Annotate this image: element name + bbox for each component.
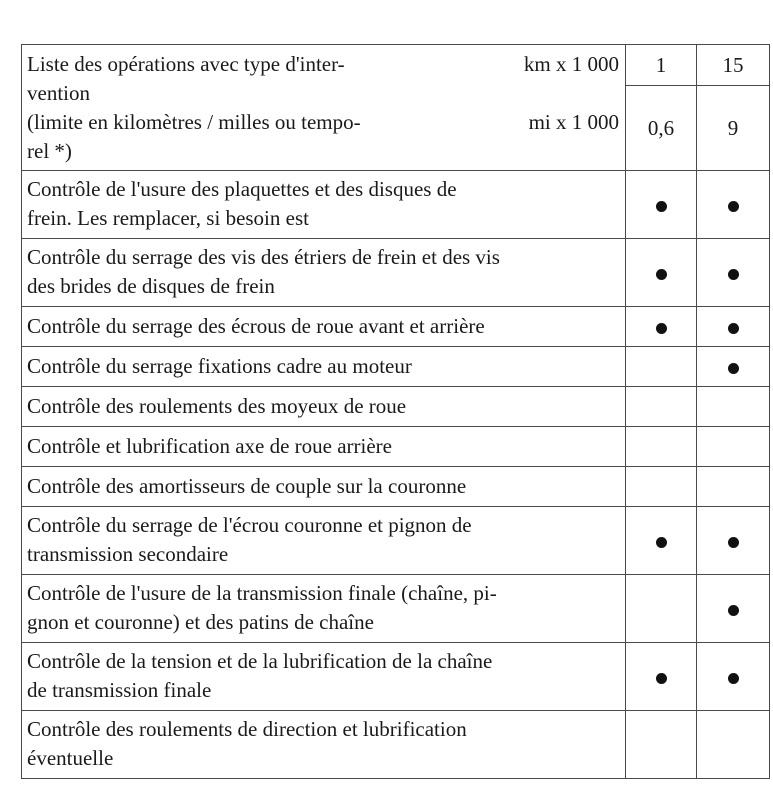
operation-description — [22, 467, 626, 507]
operation-line1: Contrôle des roulements des moyeux de roue — [27, 393, 407, 418]
table-row — [22, 307, 770, 347]
operation-line1: Contrôle du serrage fixations cadre au moteur — [27, 353, 412, 378]
mark-cell-15 — [697, 171, 770, 239]
operation-line1: Contrôle du serrage de l'écrou couronne et pignon de — [27, 513, 472, 537]
header-title-line4: rel *) — [27, 138, 72, 163]
table-row — [22, 507, 770, 575]
mark-cell-1 — [626, 347, 697, 387]
operation-line1: Contrôle et lubrification axe de roue arrière — [27, 433, 392, 458]
operation-description — [22, 507, 626, 575]
operation-description — [22, 347, 626, 387]
mark-cell-1 — [626, 711, 697, 779]
operation-line1: Contrôle des roulements de direction et lubrification — [27, 717, 467, 741]
mi-value-9: 9 — [697, 86, 770, 171]
bullet-dot-icon — [728, 673, 739, 684]
km-value-15: 15 — [697, 45, 770, 86]
table-row — [22, 575, 770, 643]
table-row — [22, 387, 770, 427]
mark-cell-1 — [626, 467, 697, 507]
operation-line1: Contrôle de la tension et de la lubrification de la chaîne — [27, 649, 493, 673]
unit-km-label: km x 1 000 — [523, 51, 619, 76]
table-row — [22, 643, 770, 711]
mark-cell-1 — [626, 387, 697, 427]
operation-description — [22, 427, 626, 467]
bullet-dot-icon — [728, 323, 739, 334]
bullet-dot-icon — [656, 201, 667, 212]
bullet-dot-icon — [656, 323, 667, 334]
bullet-dot-icon — [728, 605, 739, 616]
mark-cell-15 — [697, 239, 770, 307]
operation-description — [22, 307, 626, 347]
operation-description — [22, 239, 626, 307]
operation-line1: Contrôle de l'usure des plaquettes et des disques de — [27, 177, 457, 201]
unit-mi-label: mi x 1 000 — [528, 109, 619, 134]
header-title-line3: (limite en kilomètres / milles ou tempo- — [27, 109, 361, 134]
mark-cell-15 — [697, 575, 770, 643]
mark-cell-1 — [626, 507, 697, 575]
km-value-1: 1 — [626, 45, 697, 86]
operation-line1: Contrôle du serrage des écrous de roue avant et arrière — [27, 313, 485, 338]
operation-line2: frein. Les remplacer, si besoin est — [27, 206, 309, 230]
header-title-line1: Liste des opérations avec type d'inter- — [27, 51, 345, 76]
mark-cell-1 — [626, 575, 697, 643]
maintenance-table — [21, 44, 770, 779]
table-row — [22, 711, 770, 779]
operation-line2: des brides de disques de frein — [27, 274, 275, 298]
operation-description — [22, 171, 626, 239]
bullet-dot-icon — [656, 269, 667, 280]
table-row — [22, 239, 770, 307]
operation-line2: éventuelle — [27, 746, 114, 770]
table-row — [22, 427, 770, 467]
mark-cell-15 — [697, 643, 770, 711]
mark-cell-15 — [697, 427, 770, 467]
mark-cell-1 — [626, 239, 697, 307]
operation-line1: Contrôle du serrage des vis des étriers de frein et des vis — [27, 245, 500, 269]
mark-cell-15 — [697, 711, 770, 779]
bullet-dot-icon — [728, 537, 739, 548]
operation-line1: Contrôle des amortisseurs de couple sur la couronne — [27, 473, 467, 498]
operation-description — [22, 387, 626, 427]
mark-cell-1 — [626, 171, 697, 239]
table-row — [22, 171, 770, 239]
operation-line2: transmission secondaire — [27, 542, 229, 566]
bullet-dot-icon — [728, 269, 739, 280]
mi-value-0-6: 0,6 — [626, 86, 697, 171]
operation-description — [22, 643, 626, 711]
operation-description — [22, 711, 626, 779]
mark-cell-15 — [697, 467, 770, 507]
mark-cell-15 — [697, 507, 770, 575]
mark-cell-15 — [697, 347, 770, 387]
operation-line2: de transmission finale — [27, 678, 212, 702]
operation-line1: Contrôle de l'usure de la transmission finale (chaîne, pi- — [27, 581, 497, 605]
operation-description — [22, 575, 626, 643]
operation-line2: gnon et couronne) et des patins de chaîne — [27, 610, 374, 634]
header-description-cell — [22, 45, 626, 171]
bullet-dot-icon — [728, 201, 739, 212]
mark-cell-15 — [697, 387, 770, 427]
mark-cell-1 — [626, 427, 697, 467]
table-row — [22, 347, 770, 387]
header-title-line2: vention — [27, 80, 90, 105]
maintenance-schedule — [21, 44, 770, 779]
mark-cell-15 — [697, 307, 770, 347]
bullet-dot-icon — [656, 537, 667, 548]
bullet-dot-icon — [656, 673, 667, 684]
bullet-dot-icon — [728, 363, 739, 374]
mark-cell-1 — [626, 307, 697, 347]
header-row-km — [22, 45, 770, 86]
table-row — [22, 467, 770, 507]
mark-cell-1 — [626, 643, 697, 711]
